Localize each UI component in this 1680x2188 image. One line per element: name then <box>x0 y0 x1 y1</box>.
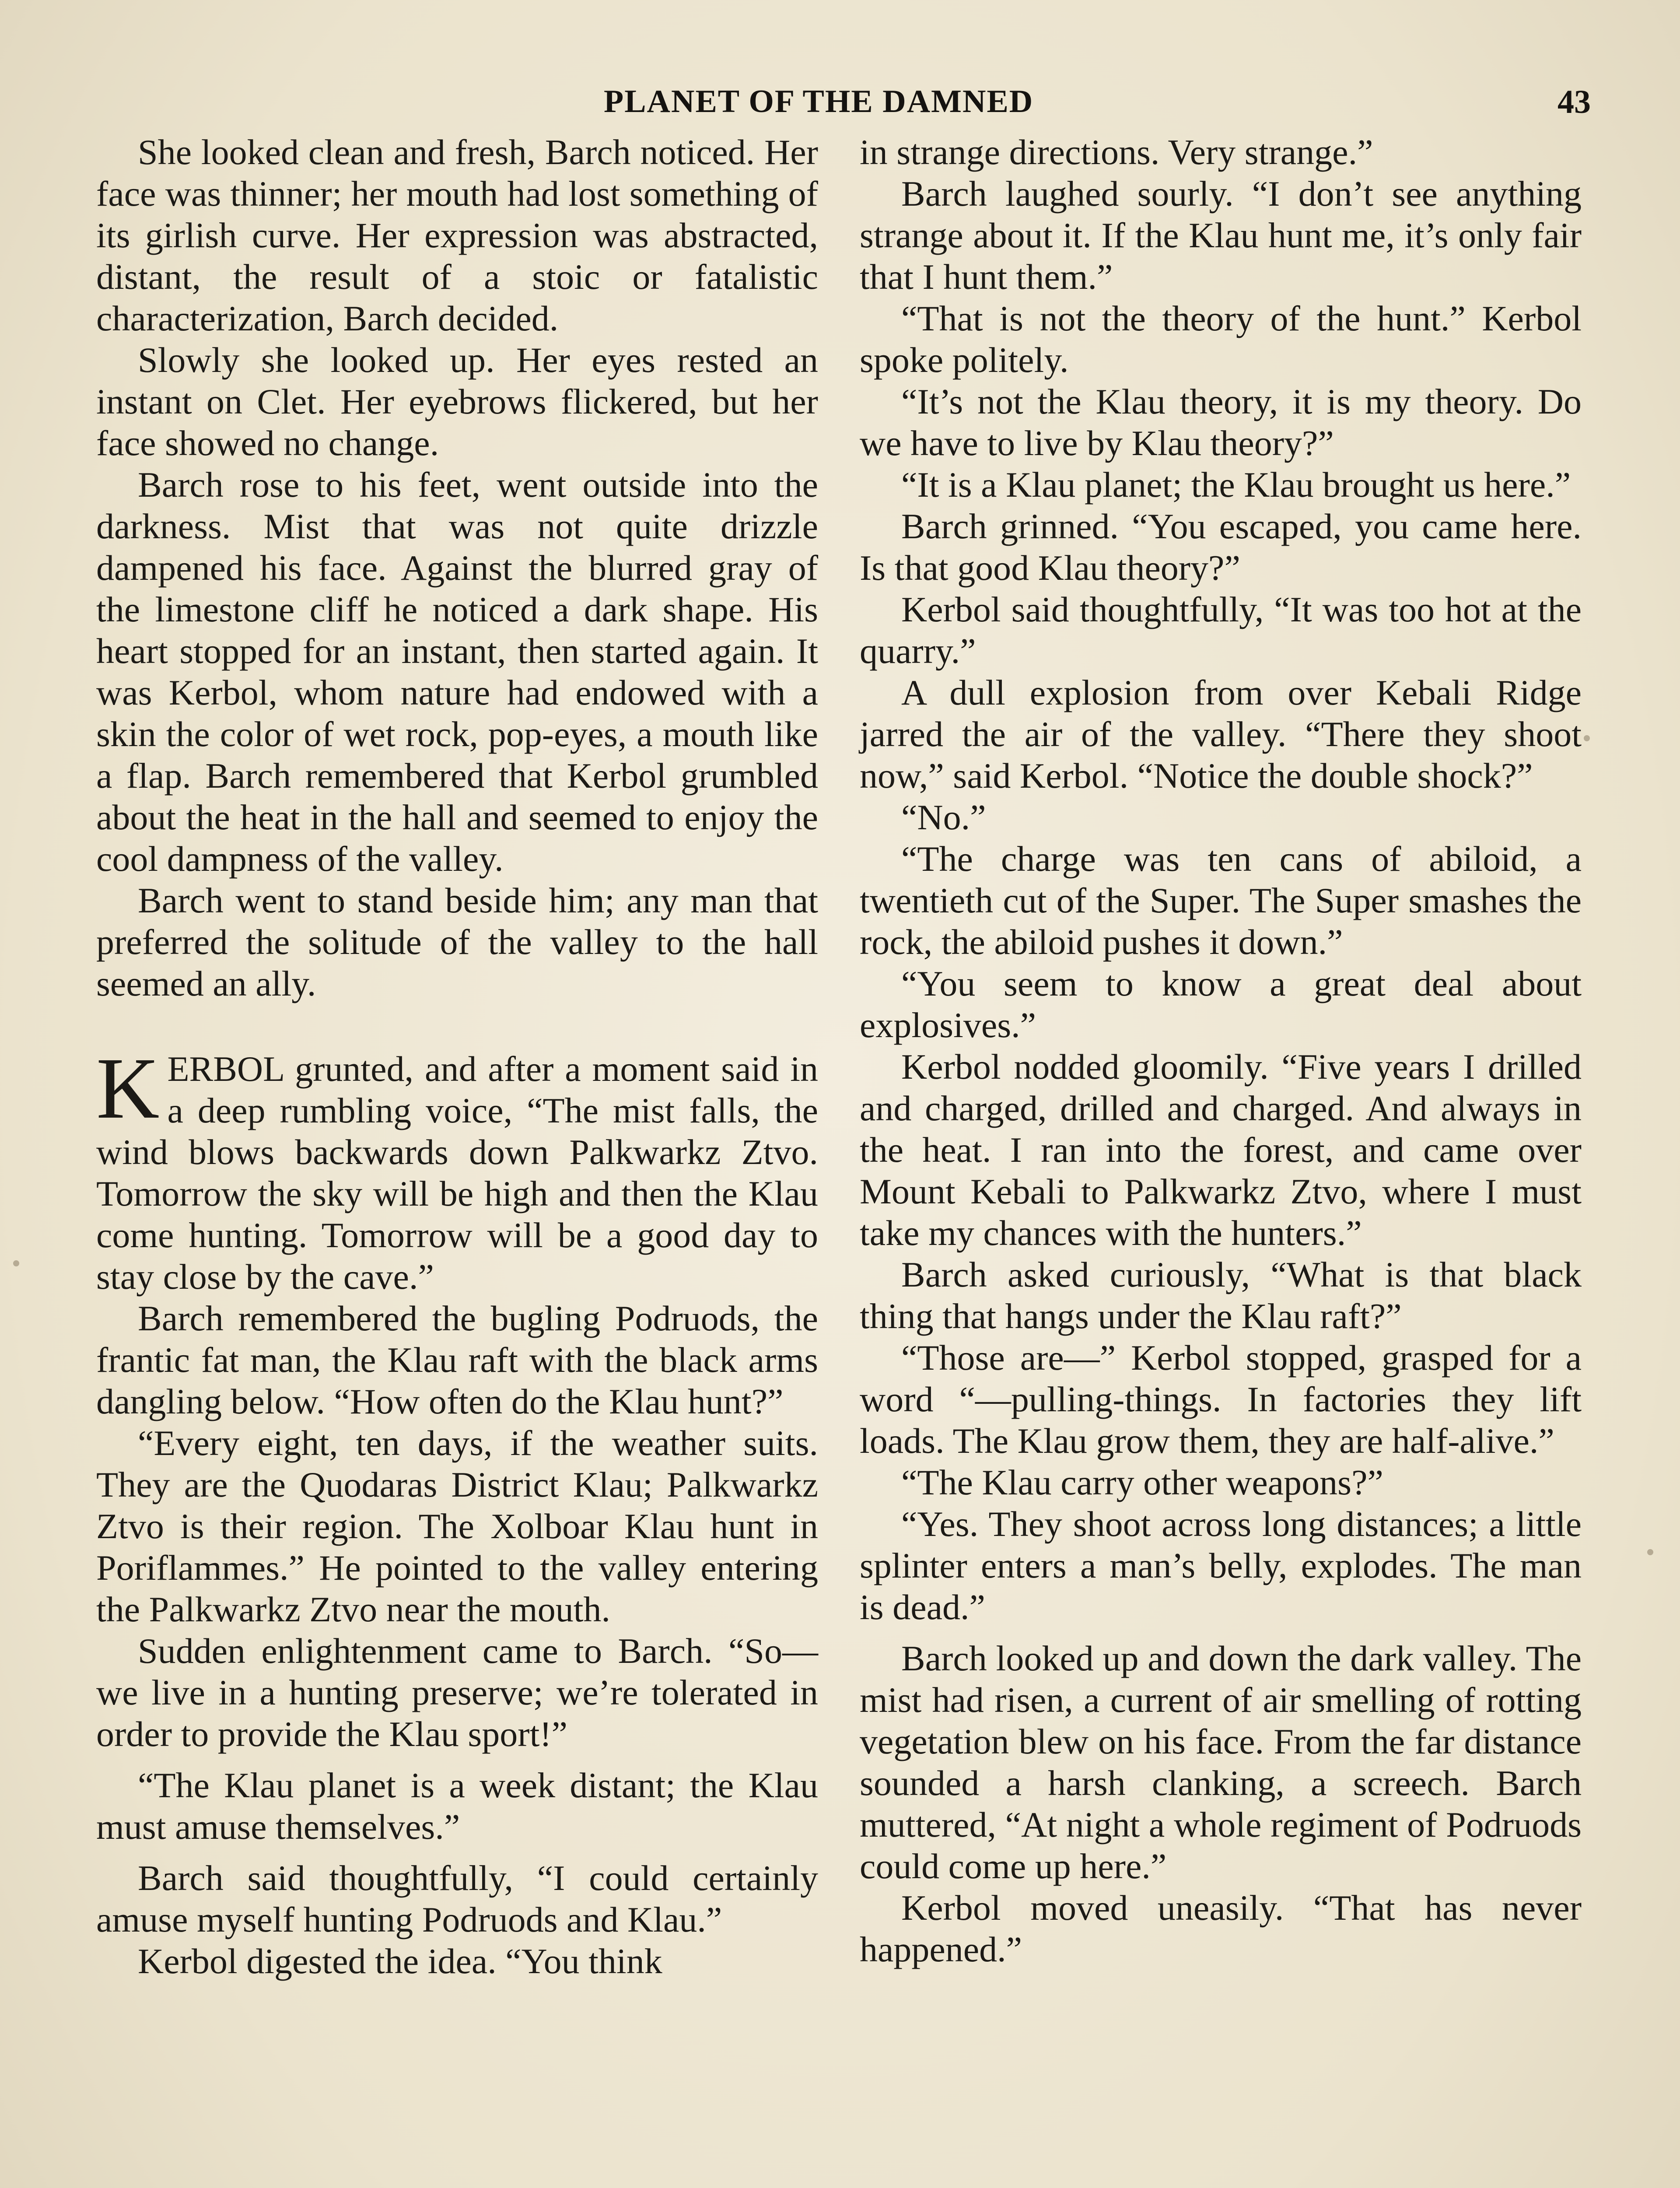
page-header <box>0 83 1680 131</box>
paragraph: in strange directions. Very strange.” <box>860 132 1373 172</box>
running-title: PLANET OF THE DAMNED <box>604 84 1034 119</box>
paragraph: Barch looked up and down the dark valley. The mist had risen, a current of air smelling of rotting vegetation blew on his face. From the far distance sounded a harsh clanking, a screech. Barch muttered, “At night a whole regiment of Podruods could come up here.” <box>860 1638 1582 1886</box>
paragraph: Sudden enlightenment came to Barch. “So—we live in a hunting preserve; we’re tolerated in order to provide the Klau sport!” <box>96 1631 818 1754</box>
dropcap-paragraph <box>96 1040 818 1297</box>
paragraph: Barch went to stand beside him; any man that preferred the solitude of the valley to the hall seemed an ally. <box>96 880 818 1003</box>
paragraph: Barch grinned. “You escaped, you came here. Is that good Klau theory?” <box>860 506 1582 588</box>
paragraph: “The Klau carry other weapons?” <box>901 1462 1383 1502</box>
paragraph: Barch asked curiously, “What is that black thing that hangs under the Klau raft?” <box>860 1255 1582 1336</box>
paragraph: “It is a Klau planet; the Klau brought us here.” <box>901 465 1571 505</box>
paragraph: “The Klau planet is a week distant; the Klau must amuse themselves.” <box>96 1765 818 1847</box>
paragraph: “It’s not the Klau theory, it is my theory. Do we have to live by Klau theory?” <box>860 382 1582 463</box>
paragraph: “You seem to know a great deal about explosives.” <box>860 964 1582 1045</box>
paragraph: “Those are—” Kerbol stopped, grasped for a word “—pulling-things. In factories they lift loads. The Klau grow them, they are half-alive.” <box>860 1338 1582 1461</box>
paragraph: Kerbol moved uneasily. “That has never happened.” <box>860 1888 1582 1969</box>
paper-speck <box>1584 735 1590 741</box>
paragraph: She looked clean and fresh, Barch noticed. Her face was thinner; her mouth had lost something of its girlish curve. Her expression was abstracted, distant, the result of a stoic or fatalistic characterization, Barch decided. <box>96 132 818 338</box>
paragraph: Barch laughed sourly. “I don’t see anything strange about it. If the Klau hunt me, it’s only fair that I hunt them.” <box>860 174 1582 297</box>
paragraph: Kerbol said thoughtfully, “It was too hot at the quarry.” <box>860 589 1582 671</box>
right-column <box>860 131 1582 2188</box>
paragraph: “The charge was ten cans of abiloid, a twentieth cut of the Super. The Super smashes the rock, the abiloid pushes it down.” <box>860 839 1582 962</box>
paragraph: Slowly she looked up. Her eyes rested an instant on Clet. Her eyebrows flickered, but her face showed no change. <box>96 340 818 463</box>
paragraph: Barch remembered the bugling Podruods, the frantic fat man, the Klau raft with the black arms dangling below. “How often do the Klau hunt?” <box>96 1298 818 1421</box>
page-number: 43 <box>1558 84 1591 120</box>
paragraph: A dull explosion from over Kebali Ridge jarred the air of the valley. “There they shoot now,” said Kerbol. “Notice the double shock?” <box>860 673 1582 796</box>
left-column <box>96 131 818 2188</box>
paragraph: “That is not the theory of the hunt.” Kerbol spoke politely. <box>860 298 1582 380</box>
paragraph: “No.” <box>901 797 986 837</box>
drop-cap-letter: K <box>96 1040 160 1137</box>
paper-speck <box>1647 1549 1653 1555</box>
paragraph: Kerbol digested the idea. “You think <box>138 1941 662 1981</box>
paragraph: Barch rose to his feet, went outside into the darkness. Mist that was not quite drizzle dampened his face. Against the blurred gray of the limestone cliff he noticed a dark shape. His heart stopped for an instant, then started again. It was Kerbol, whom nature had endowed with a skin the color of wet rock, pop-eyes, a mouth like a flap. Barch remembered that Kerbol grumbled about the heat in the hall and seemed to enjoy the cool dampness of the valley. <box>96 465 818 879</box>
paragraph: Kerbol nodded gloomily. “Five years I drilled and charged, drilled and charged. And always in the heat. I ran into the forest, and came over Mount Kebali to Palkwarkz Ztvo, where I must take my chances with the hunters.” <box>860 1047 1582 1253</box>
paper-speck <box>13 1260 19 1266</box>
paragraph: “Yes. They shoot across long distances; a little splinter enters a man’s belly, explodes. The man is dead.” <box>860 1504 1582 1627</box>
paragraph: Barch said thoughtfully, “I could certainly amuse myself hunting Podruods and Klau.” <box>96 1858 818 1939</box>
paragraph: “Every eight, ten days, if the weather suits. They are the Quodaras District Klau; Palkwarkz Ztvo is their region. The Xolboar Klau hunt in Poriflammes.” He pointed to the valley entering the Palkwarkz Ztvo near the mouth. <box>96 1423 818 1629</box>
paragraph-text: ERBOL grunted, and after a moment said in a deep rumbling voice, “The mist falls, the wind blows backwards down Palkwarkz Ztvo. Tomorrow the sky will be high and then the Klau come hunting. Tomorrow will be a good day to stay close by the cave.” <box>96 1049 818 1297</box>
